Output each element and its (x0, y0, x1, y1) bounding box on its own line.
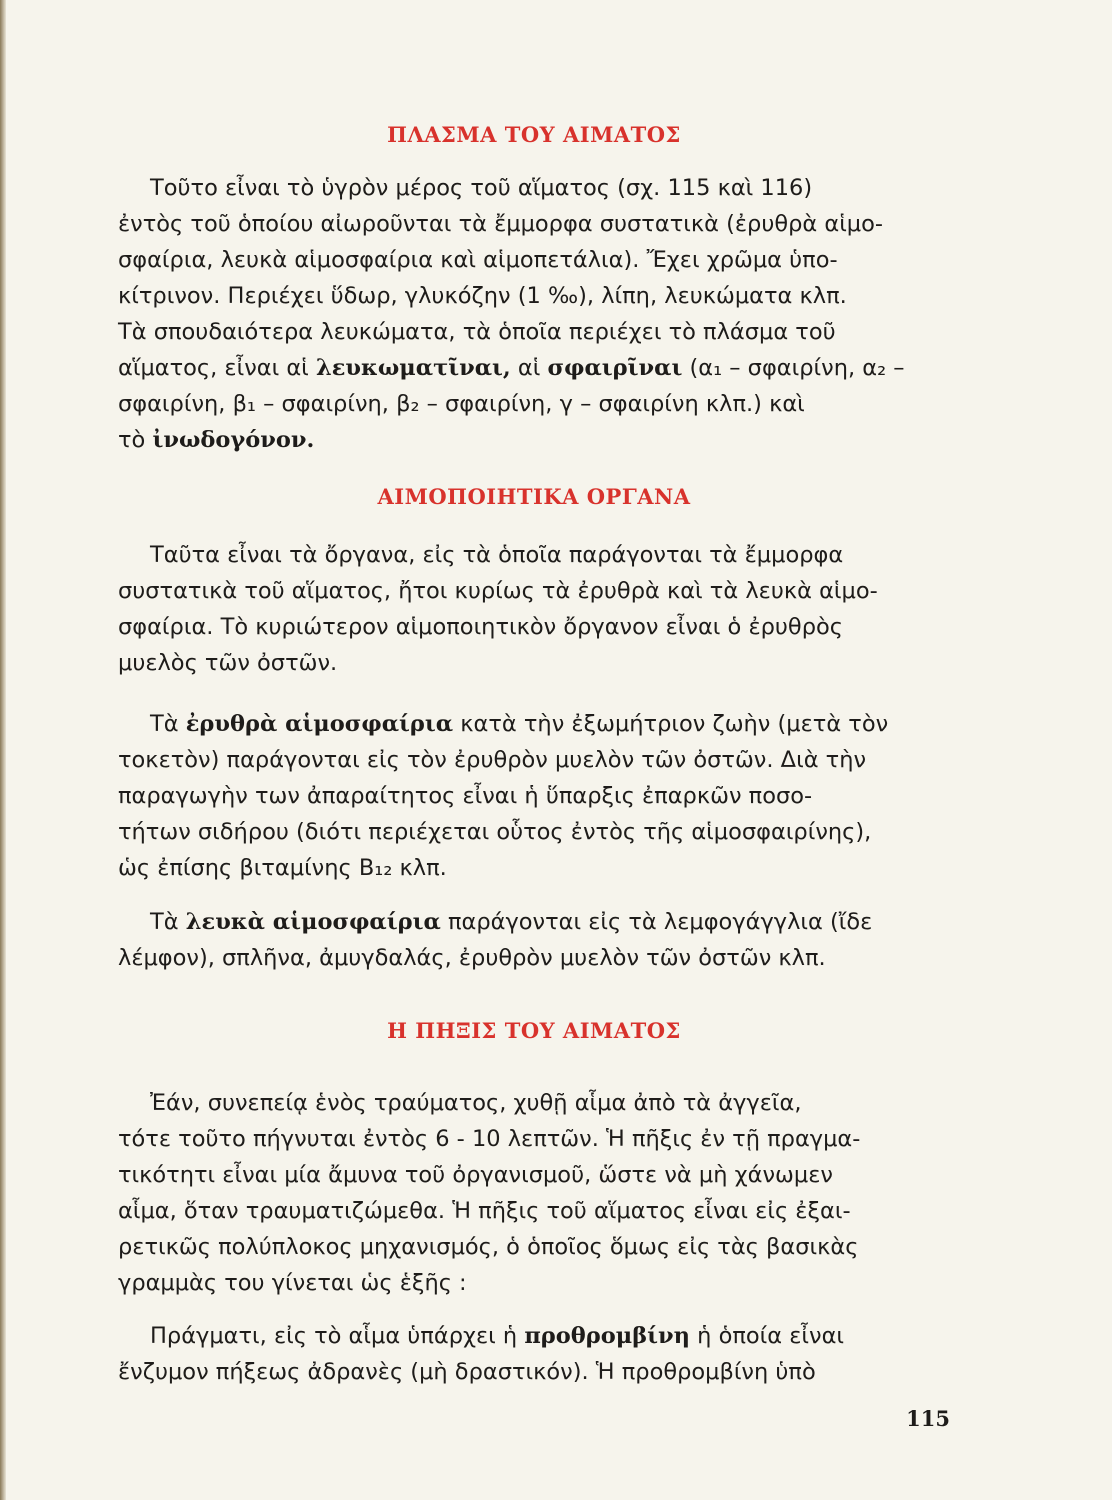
paragraph-prothrombin (118, 1318, 950, 1390)
term-sfairinai: σφαιρῖναι (547, 355, 683, 381)
text-line: τὸ ἰνωδογόνον. (118, 427, 315, 453)
paragraph-white-cells (118, 904, 950, 976)
text-line: μυελὸς τῶν ὀστῶν. (118, 650, 338, 676)
page-binding-edge (0, 0, 6, 1500)
section-heading-plasma: ΠΛΑΣΜΑ ΤΟΥ ΑΙΜΑΤΟΣ (387, 122, 681, 147)
term-leukomatinai: λευκωματῖναι, (315, 355, 511, 381)
term-inodogonon: ἰνωδογόνον. (152, 427, 315, 453)
text-line: παραγωγὴν των ἀπαραίτητος εἶναι ἡ ὕπαρξις ἐπαρκῶν ποσο- (118, 783, 813, 809)
text-line: σφαιρίνη, β₁ – σφαιρίνη, β₂ – σφαιρίνη, γ – σφαιρίνη κλπ.) καὶ (118, 391, 805, 417)
text-line: Ἐάν, συνεπείᾳ ἑνὸς τραύματος, χυθῇ αἷμα ἀπὸ τὰ ἀγγεῖα, (150, 1090, 802, 1116)
text-line: τικότητι εἶναι μία ἄμυνα τοῦ ὀργανισμοῦ, ὥστε νὰ μὴ χάνωμεν (118, 1162, 833, 1188)
text-line: Πράγματι, εἰς τὸ αἷμα ὑπάρχει ἡ προθρομβίνη ἡ ὁποία εἶναι (150, 1323, 845, 1349)
text-line: ὡς ἐπίσης βιταμίνης B₁₂ κλπ. (118, 855, 447, 881)
text-line: σφαίρια, λευκὰ αἱμοσφαίρια καὶ αἱμοπετάλια). Ἔχει χρῶμα ὑπο- (118, 247, 838, 273)
page-number: 115 (906, 1406, 950, 1431)
text-line: σφαίρια. Τὸ κυριώτερον αἱμοποιητικὸν ὄργανον εἶναι ὁ ἐρυθρὸς (118, 614, 843, 640)
section-heading-coagulation: Η ΠΗΞΙΣ ΤΟΥ ΑΙΜΑΤΟΣ (387, 1018, 681, 1043)
paragraph-red-cells (118, 706, 950, 886)
term-prothrombin: προθρομβίνη (524, 1323, 691, 1349)
term-white-blood-cells: λευκὰ αἱμοσφαίρια (185, 909, 441, 935)
text-line: αἷμα, ὅταν τραυματιζώμεθα. Ἡ πῆξις τοῦ αἵματος εἶναι εἰς ἐξαι- (118, 1198, 851, 1224)
text-line: Τὰ ἐρυθρὰ αἱμοσφαίρια κατὰ τὴν ἐξωμήτριον ζωὴν (μετὰ τὸν (150, 711, 889, 737)
text-line: κίτρινον. Περιέχει ὕδωρ, γλυκόζην (1 ‰), λίπη, λευκώματα κλπ. (118, 283, 847, 309)
paragraph-organs (118, 537, 950, 681)
text-line: λέμφον), σπλῆνα, ἀμυγδαλάς, ἐρυθρὸν μυελὸν τῶν ὀστῶν κλπ. (118, 945, 826, 971)
section-heading-hematopoietic-organs: ΑΙΜΟΠΟΙΗΤΙΚΑ ΟΡΓΑΝΑ (377, 484, 691, 509)
text-line: τοκετὸν) παράγονται εἰς τὸν ἐρυθρὸν μυελὸν τῶν ὀστῶν. Διὰ τὴν (118, 747, 867, 773)
text-line: Τὰ σπουδαιότερα λευκώματα, τὰ ὁποῖα περιέχει τὸ πλάσμα τοῦ (118, 319, 836, 345)
text-line: ρετικῶς πολύπλοκος μηχανισμός, ὁ ὁποῖος ὅμως εἰς τὰς βασικὰς (118, 1234, 859, 1260)
text-line: αἵματος, εἶναι αἱ λευκωματῖναι, αἱ σφαιρῖναι (α₁ – σφαιρίνη, α₂ – (118, 355, 905, 381)
text-line: τήτων σιδήρου (διότι περιέχεται οὗτος ἐντὸς τῆς αἱμοσφαιρίνης), (118, 819, 872, 845)
text-line: Τοῦτο εἶναι τὸ ὑγρὸν μέρος τοῦ αἵματος (σχ. 115 καὶ 116) (150, 175, 813, 201)
text-line: ἔνζυμον πήξεως ἀδρανὲς (μὴ δραστικόν). Ἡ προθρομβίνη ὑπὸ (118, 1359, 816, 1385)
paragraph-plasma (118, 170, 950, 458)
text-line: Ταῦτα εἶναι τὰ ὄργανα, εἰς τὰ ὁποῖα παράγονται τὰ ἔμμορφα (150, 542, 844, 568)
text-line: συστατικὰ τοῦ αἵματος, ἤτοι κυρίως τὰ ἐρυθρὰ καὶ τὰ λευκὰ αἱμο- (118, 578, 878, 604)
text-line: Τὰ λευκὰ αἱμοσφαίρια παράγονται εἰς τὰ λεμφογάγγλια (ἴδε (150, 909, 873, 935)
text-line: γραμμὰς του γίνεται ὡς ἑξῆς : (118, 1270, 467, 1296)
text-line: ἐντὸς τοῦ ὁποίου αἰωροῦνται τὰ ἔμμορφα συστατικὰ (ἐρυθρὰ αἱμο- (118, 211, 884, 237)
text-line: τότε τοῦτο πήγνυται ἐντὸς 6 - 10 λεπτῶν. Ἡ πῆξις ἐν τῇ πραγμα- (118, 1126, 861, 1152)
term-red-blood-cells: ἐρυθρὰ αἱμοσφαίρια (185, 711, 454, 737)
paragraph-coagulation (118, 1085, 950, 1301)
